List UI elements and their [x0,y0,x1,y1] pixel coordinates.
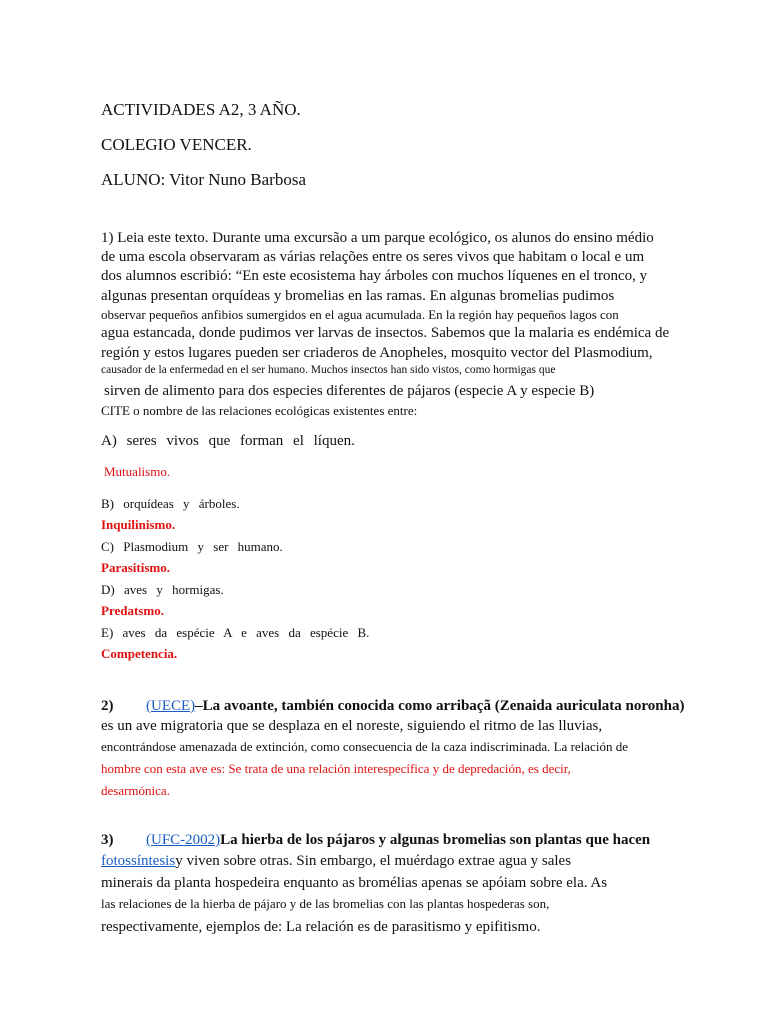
q1-line: CITE o nombre de las relaciones ecológicas existentes entre: [101,403,418,418]
q2-answer: desarmónica. [101,783,170,798]
q2-title: –La avoante, también conocida como arribaçã (Zenaida auriculata noronha) [195,698,685,714]
q1-line: región y estos lugares pueden ser criaderos de Anopheles, mosquito vector del Plasmodium, [101,345,653,361]
q1-item-c-answer: Parasitismo. [101,560,170,575]
q1-line: observar pequeños anfibios sumergidos en el agua acumulada. En la región hay pequeños lagos con [101,307,619,322]
q2-heading [146,699,684,714]
q3-number: 3) [101,832,114,848]
q3-line [101,854,571,869]
q3-line: respectivamente, ejemplos de: La relación es de parasitismo y epifitismo. [101,919,541,935]
q1-line: dos alumnos escribió: “En este ecosistema hay árboles con muchos líquenes en el tronco, y [101,268,648,284]
q1-item-b-question: B) orquídeas y árboles. [101,496,240,511]
school-name: COLEGIO VENCER. [101,135,252,154]
q1-line: 1) Leia este texto. Durante uma excursão a um parque ecológico, os alunos do ensino médio [101,230,654,246]
q1-item-e-question: E) aves da espécie A e aves da espécie B. [101,625,370,640]
q1-item-a-question: A) seres vivos que forman el líquen. [101,433,355,449]
q1-line: de uma escola observaram as várias relações entre os seres vivos que habitam o local e um [101,249,645,265]
q3-heading [146,833,650,848]
q1-line: causador de la enfermedad en el ser humano. Muchos insectos han sido vistos, como hormigas que [101,364,556,376]
q1-item-d-question: D) aves y hormigas. [101,582,224,597]
q3-title: La hierba de los pájaros y algunas bromelias son plantas que hacen [220,832,651,848]
q1-item-e-answer: Competencia. [101,646,178,661]
q1-line: sirven de alimento para dos especies diferentes de pájaros (especie A y especie B) [104,383,595,399]
q2-source-link[interactable]: (UECE) [146,698,196,714]
q1-item-b-answer: Inquilinismo. [101,517,176,532]
q3-line: minerais da planta hospedeira enquanto as bromélias apenas se apóiam sobre ela. As [101,875,608,891]
q1-line: agua estancada, donde pudimos ver larvas de insectos. Sabemos que la malaria es endémica de [101,325,670,341]
q1-item-a-answer: Mutualismo. [104,464,171,479]
q3-line-rest: y viven sobre otras. Sin embargo, el muérdago extrae agua y sales [175,853,572,869]
q2-line: encontrándose amenazada de extinción, como consecuencia de la caza indiscriminada. La relación de [101,739,628,754]
q3-source-link[interactable]: (UFC-2002) [146,832,221,848]
student-name: ALUNO: Vitor Nuno Barbosa [101,170,307,189]
q2-answer: hombre con esta ave es: Se trata de una relación interespecífica y de depredación, es decir, [101,761,571,776]
activities-title: ACTIVIDADES A2, 3 AÑO. [101,100,301,119]
q2-line: es un ave migratoria que se desplaza en el noreste, siguiendo el ritmo de las lluvias, [101,718,603,734]
q1-item-d-answer: Predatsmo. [101,603,164,618]
q1-item-c-question: C) Plasmodium y ser humano. [101,539,283,554]
q2-number: 2) [101,698,114,714]
q3-fotossintesis-link[interactable]: fotossíntesis [101,853,176,869]
q1-line: algunas presentan orquídeas y bromelias en las ramas. En algunas bromelias pudimos [101,288,615,304]
q3-line: las relaciones de la hierba de pájaro y de las bromelias con las plantas hospederas son, [101,896,550,911]
